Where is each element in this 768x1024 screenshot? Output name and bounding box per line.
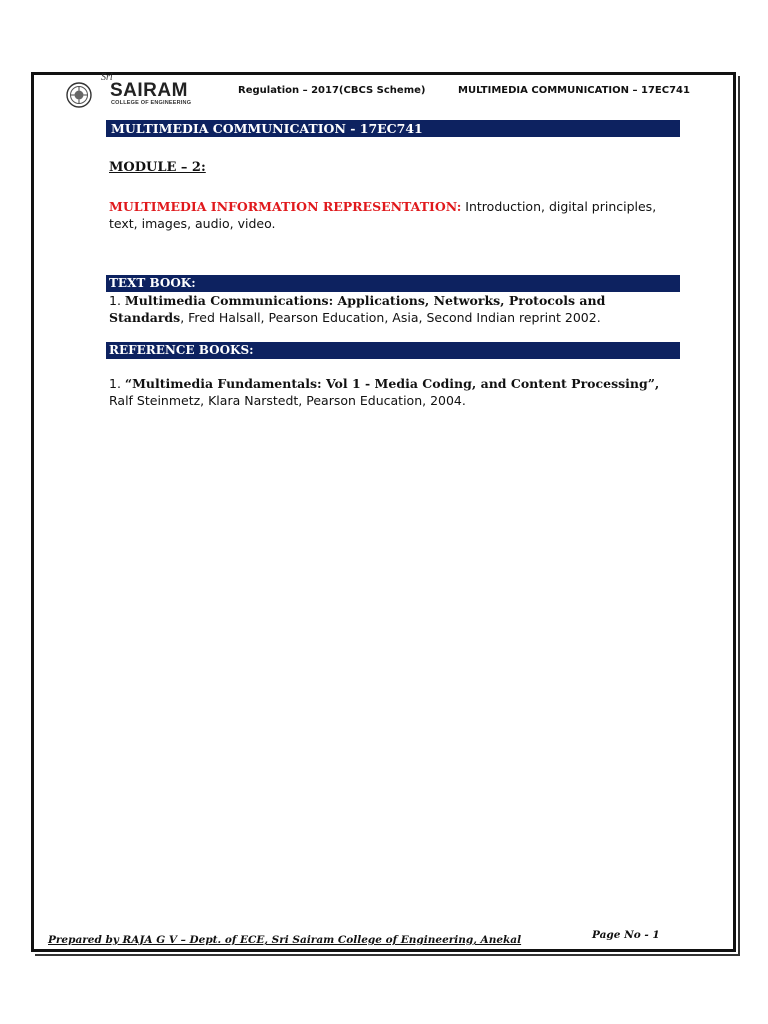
text-book-heading: TEXT BOOK: [106, 275, 680, 292]
logo-sri-text: Sri [101, 72, 113, 83]
reference-book-title: “Multimedia Fundamentals: Vol 1 - Media Coding, and Content Processing” [124, 376, 655, 391]
reference-books-heading: REFERENCE BOOKS: [106, 342, 680, 359]
text-book-title: Multimedia Communications: Applications, Networks, Protocols and Standards [109, 293, 606, 325]
header-regulation: Regulation – 2017(CBCS Scheme) [238, 85, 426, 96]
logo-name: SAIRAM [110, 80, 188, 101]
module-heading: MODULE – 2: [109, 160, 206, 175]
reference-book-entry [109, 375, 679, 409]
module-topics [109, 198, 679, 232]
module-topic-label: MULTIMEDIA INFORMATION REPRESENTATION: [109, 199, 462, 214]
college-seal-icon [66, 82, 92, 108]
prepared-by: Prepared by RAJA G V – Dept. of ECE, Sri Sairam College of Engineering, Anekal [48, 934, 522, 946]
header-course: MULTIMEDIA COMMUNICATION – 17EC741 [458, 85, 690, 96]
text-book-details: , Fred Halsall, Pearson Education, Asia, Second Indian reprint 2002. [180, 310, 601, 325]
module-topic-desc: Introduction, digital principles, text, images, audio, video. [109, 199, 657, 231]
reference-book-details: Ralf Steinmetz, Klara Narstedt, Pearson Education, 2004. [109, 393, 466, 408]
page-number: Page No - 1 [592, 929, 660, 941]
reference-book-comma: , [654, 376, 660, 391]
reference-book-number: 1. [109, 376, 125, 391]
course-title-bar: MULTIMEDIA COMMUNICATION - 17EC741 [106, 120, 680, 137]
logo-subtitle: COLLEGE OF ENGINEERING [111, 100, 192, 106]
text-book-number: 1. [109, 293, 125, 308]
text-book-entry [109, 292, 679, 326]
